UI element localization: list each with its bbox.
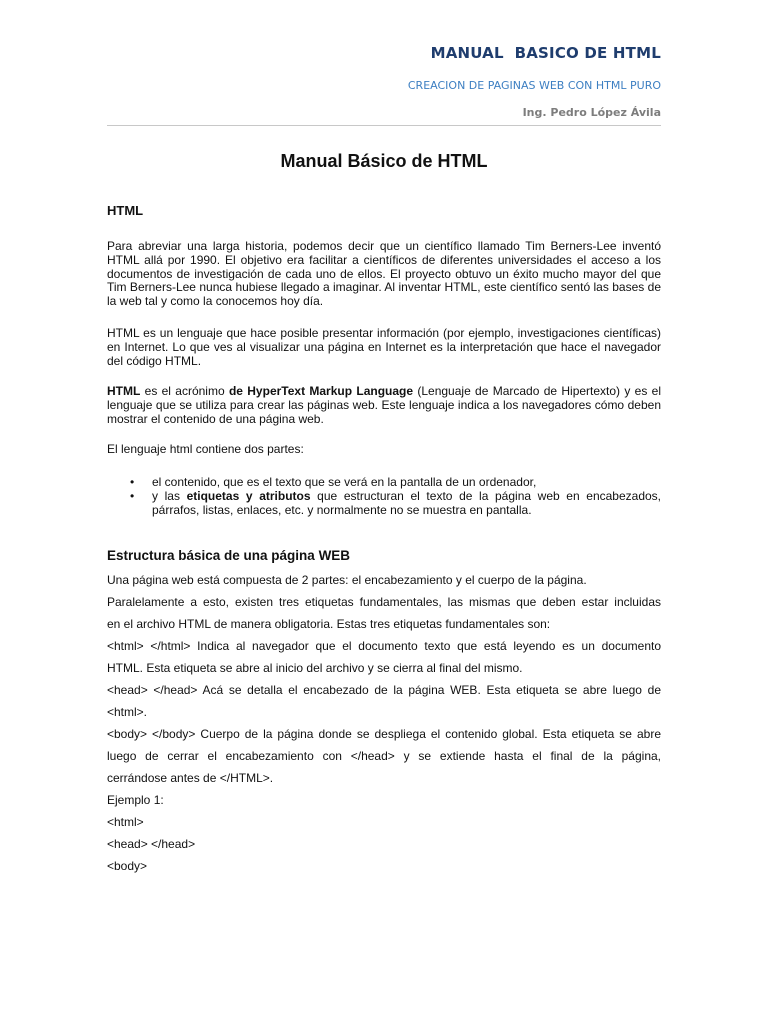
list-item-text-1: y las — [152, 488, 187, 503]
code-line: <head> </head> — [107, 836, 196, 851]
section-heading-structure: Estructura básica de una página WEB — [107, 547, 351, 563]
text-line: Una página web está compuesta de 2 partes: el encabezamiento y el cuerpo de la página. — [107, 572, 587, 587]
paragraph-history: Para abreviar una larga historia, podemos decir que un científico llamado Tim Berners-Lee inventó HTML allá por 1990. El objetivo era facilitar a científicos de diferentes universidades el acceso a los documentos de investigación de cada uno de ellos. El proyecto obtuvo un éxito mucho mayor del que Tim Berners-Lee nunca hubiese llegado a imaginar. Al inventar HTML, este científico sentó las bases de la web tal y como la conocemos hoy día. — [107, 239, 661, 309]
header-title: MANUAL BASICO DE HTML — [430, 44, 661, 62]
text-line: <head> </head> Acá se detalla el encabezado de la página WEB. Esta etiqueta se abre luego de — [107, 682, 661, 697]
bullet-icon: • — [130, 474, 135, 489]
text-line: <html>. — [107, 704, 148, 719]
text-line: Paralelamente a esto, existen tres etiquetas fundamentales, las mismas que deben estar incluidas — [107, 594, 661, 609]
text-line: luego de cerrar el encabezamiento con </head> y se extiende hasta el final de la página, — [107, 748, 661, 763]
paragraph-language: HTML es un lenguaje que hace posible presentar información (por ejemplo, investigaciones científicas) en Internet. Lo que ves al visualizar una página en Internet es la interpretación que hace el navegador del código HTML. — [107, 325, 661, 368]
document-title: Manual Básico de HTML — [280, 151, 488, 171]
list-item-bold: etiquetas y atributos — [186, 488, 311, 503]
text-line: Ejemplo 1: — [107, 792, 164, 807]
document-body — [107, 150, 661, 877]
parts-list — [107, 475, 661, 517]
paragraph-acronym — [107, 385, 661, 426]
acronym-text-1: es el acrónimo — [140, 384, 229, 399]
structure-text — [107, 569, 661, 877]
text-line: HTML. Esta etiqueta se abre al inicio del archivo y se cierra al final del mismo. — [107, 660, 523, 675]
list-item — [130, 488, 662, 517]
acronym-bold: HTML — [107, 384, 141, 399]
text-line: en el archivo HTML de manera obligatoria. Estas tres etiquetas fundamentales son: — [107, 616, 551, 631]
code-line: <body> — [107, 858, 148, 873]
section-heading-html: HTML — [107, 203, 144, 218]
header-author: Ing. Pedro López Ávila — [522, 106, 661, 119]
list-item-text: el contenido, que es el texto que se verá en la pantalla de un ordenador, — [152, 474, 537, 489]
text-line: cerrándose antes de </HTML>. — [107, 770, 274, 785]
list-item-text-2: que estructuran el texto de la página web en encabezados, párrafos, listas, enlaces, etc. y normalmente no se muestra en pantalla. — [152, 488, 662, 517]
text-line: <body> </body> Cuerpo de la página donde se despliega el contenido global. Esta etiqueta se abre — [107, 726, 661, 741]
acronym-text-2: (Lenguaje de Marcado de Hipertexto) y es el lenguaje que se utiliza para crear las páginas web. Este lenguaje indica a los navegadores cómo deben mostrar el contenido de una página web. — [107, 384, 662, 426]
list-item — [130, 474, 661, 489]
paragraph-parts-intro: El lenguaje html contiene dos partes: — [107, 441, 304, 456]
header-divider — [107, 125, 661, 126]
code-line: <html> — [107, 814, 144, 829]
text-line: <html> </html> Indica al navegador que el documento texto que está leyendo es un documento — [107, 638, 661, 653]
bullet-icon: • — [130, 488, 135, 503]
header-subtitle: CREACION DE PAGINAS WEB CON HTML PURO — [407, 79, 661, 92]
acronym-expansion: de HyperText Markup Language — [228, 384, 414, 399]
